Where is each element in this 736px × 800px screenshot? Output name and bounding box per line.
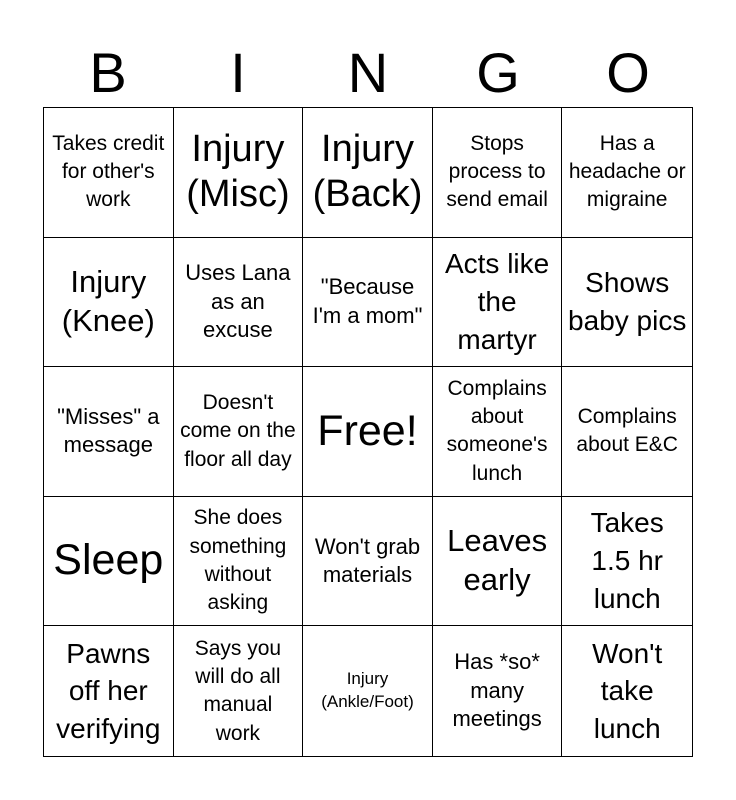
bingo-cell[interactable]: [303, 238, 433, 368]
bingo-cell-text: She does something without asking: [189, 506, 287, 615]
bingo-cell[interactable]: [174, 238, 304, 368]
bingo-cell-text: Acts like the martyr: [444, 248, 550, 355]
bingo-cell-text: Leaves early: [447, 523, 548, 598]
bingo-cell-text: Injury (Knee): [61, 264, 155, 338]
bingo-header: [43, 40, 693, 106]
bingo-cell[interactable]: [433, 497, 563, 627]
bingo-cell[interactable]: [562, 238, 692, 368]
bingo-cell[interactable]: [303, 108, 433, 238]
bingo-cell-text: Takes credit for other's work: [52, 131, 165, 212]
bingo-cell[interactable]: [44, 108, 174, 238]
bingo-cell[interactable]: [174, 108, 304, 238]
bingo-cell[interactable]: [562, 497, 692, 627]
bingo-cell-text: Won't take lunch: [592, 637, 663, 745]
bingo-board: [43, 107, 693, 757]
bingo-cell[interactable]: [44, 367, 174, 497]
bingo-cell-text: Pawns off her verifying: [56, 637, 161, 745]
header-letter-b: B: [89, 41, 127, 104]
bingo-cell[interactable]: [174, 626, 304, 756]
bingo-cell-text: Says you will do all manual work: [194, 636, 282, 745]
header-letter-i: I: [230, 41, 246, 104]
bingo-cell-text: Sleep: [53, 536, 164, 585]
bingo-cell-text: "Because I'm a mom": [312, 274, 423, 328]
bingo-cell-text: Takes 1.5 hr lunch: [590, 507, 664, 614]
bingo-cell-text: Complains about someone's lunch: [446, 376, 548, 485]
bingo-cell-text: Shows baby pics: [568, 267, 687, 336]
bingo-cell-text: Has *so* many meetings: [452, 649, 542, 732]
bingo-cell[interactable]: [44, 626, 174, 756]
bingo-cell[interactable]: [433, 626, 563, 756]
bingo-cell-text: "Misses" a message: [57, 403, 160, 458]
bingo-cell-text: Won't grab materials: [314, 533, 421, 588]
header-letter-g: G: [476, 41, 520, 104]
bingo-cell[interactable]: [562, 108, 692, 238]
bingo-cell[interactable]: [44, 497, 174, 627]
bingo-cell-text: Injury (Misc): [186, 127, 290, 216]
bingo-cell[interactable]: [433, 108, 563, 238]
bingo-cell-text: Uses Lana as an excuse: [185, 260, 291, 343]
bingo-cell-text: Has a headache or migraine: [568, 131, 686, 212]
bingo-cell[interactable]: [303, 497, 433, 627]
bingo-cell-text: Doesn't come on the floor all day: [180, 390, 296, 471]
bingo-cell[interactable]: [303, 367, 433, 497]
bingo-cell[interactable]: [44, 238, 174, 368]
bingo-cell[interactable]: [562, 626, 692, 756]
bingo-cell[interactable]: [562, 367, 692, 497]
bingo-cell[interactable]: [303, 626, 433, 756]
bingo-cell[interactable]: [174, 367, 304, 497]
header-letter-n: N: [347, 41, 389, 104]
bingo-cell-text: Injury (Ankle/Foot): [321, 669, 414, 712]
header-letter-o: O: [606, 41, 650, 104]
bingo-cell[interactable]: [174, 497, 304, 627]
bingo-cell-text: Complains about E&C: [576, 405, 678, 457]
bingo-cell-text: Stops process to send email: [446, 131, 548, 212]
bingo-cell[interactable]: [433, 367, 563, 497]
bingo-cell[interactable]: [433, 238, 563, 368]
bingo-cell-text: Free!: [317, 406, 418, 455]
bingo-cell-text: Injury (Back): [312, 127, 423, 216]
